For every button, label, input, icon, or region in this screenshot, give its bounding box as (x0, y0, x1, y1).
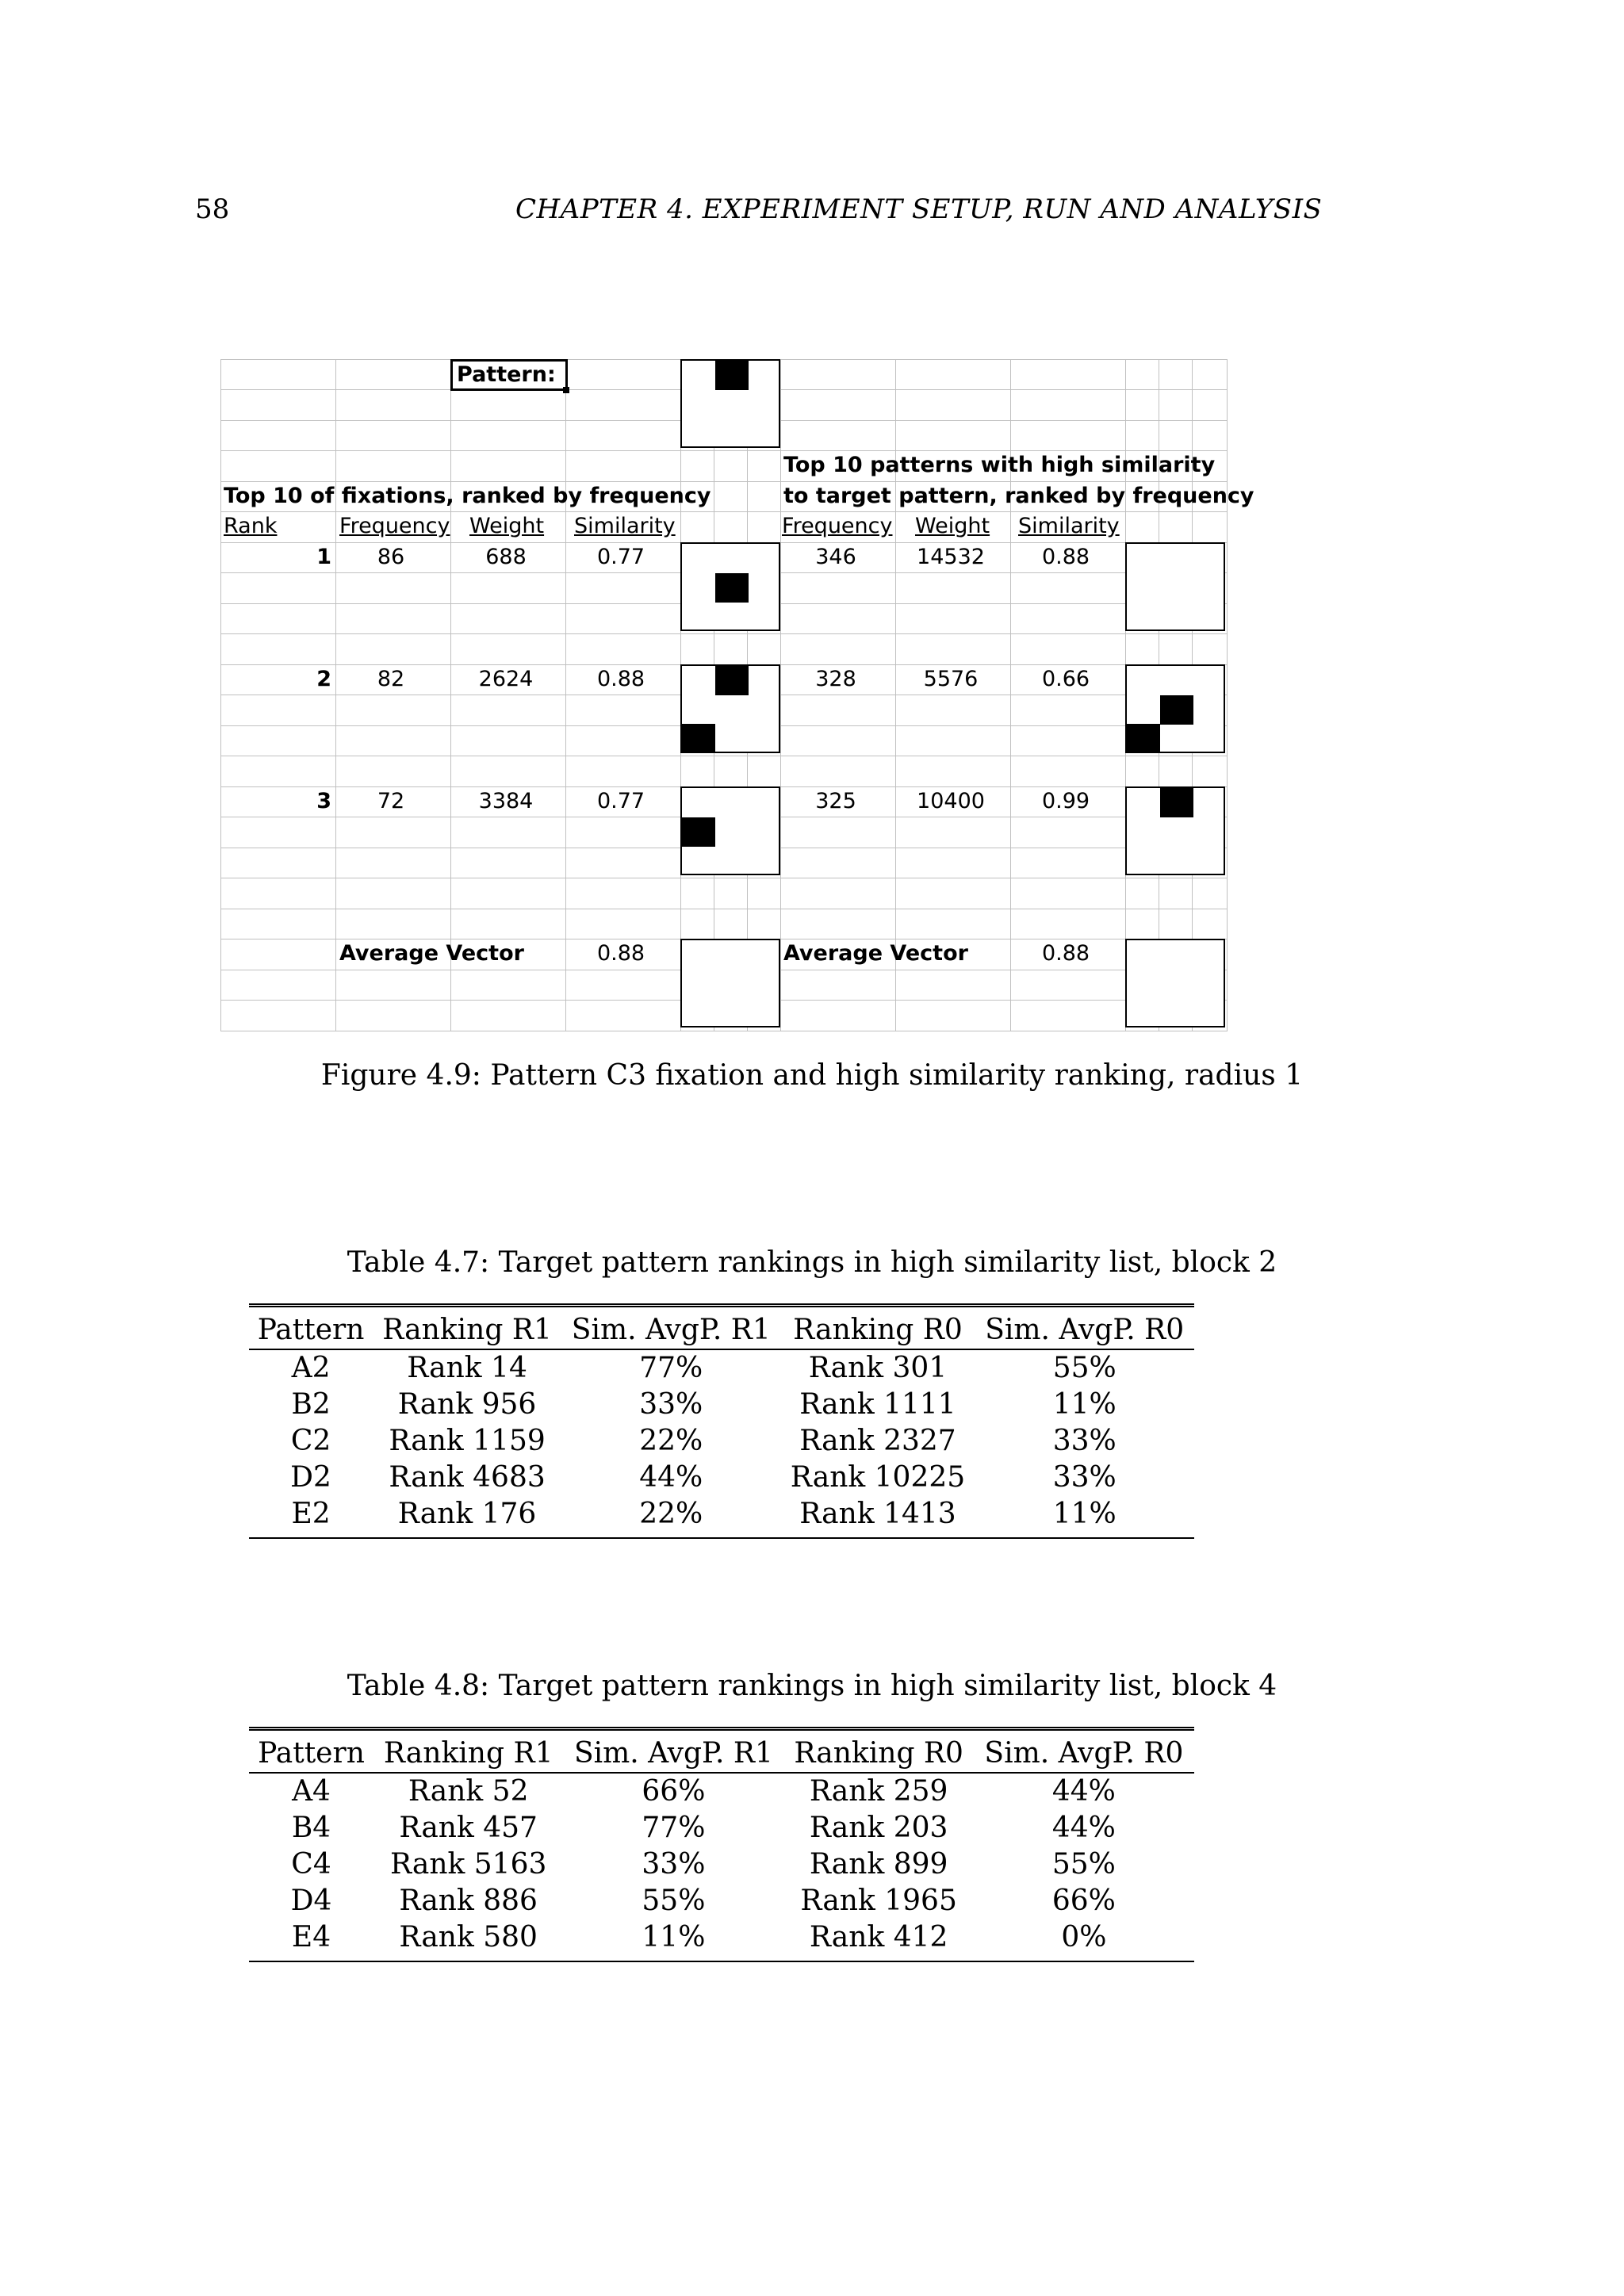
table-cell: 55% (642, 1885, 706, 1917)
table-row (249, 1919, 1194, 1961)
table-cell: 11% (1052, 1388, 1116, 1421)
col-header: Pattern (249, 1306, 373, 1350)
row1-similar-box (1125, 542, 1225, 631)
table-cell: 44% (1051, 1775, 1116, 1808)
table-cell: 44% (639, 1461, 703, 1494)
table-row (249, 1423, 1194, 1460)
table-cell: 11% (975, 1496, 1194, 1538)
page-number: 58 (195, 193, 230, 225)
table-cell: Rank 5163 (389, 1848, 547, 1881)
table-cell: Rank 259 (809, 1775, 948, 1808)
row3-right-weight: 10400 (917, 789, 985, 813)
pattern-cell-filled (682, 724, 715, 753)
table-cell: B4 (291, 1812, 331, 1844)
table-cell: 44% (1051, 1812, 1116, 1844)
table-row (249, 1773, 1194, 1810)
pattern-cell-filled (1160, 788, 1193, 817)
table-cell: Rank 580 (373, 1919, 563, 1961)
pattern-cell-filled (682, 817, 715, 847)
right-average-value: 0.88 (1041, 941, 1090, 966)
row2-fixation-box (680, 664, 780, 753)
table-cell: Rank 52 (408, 1775, 529, 1808)
pattern-cell-filled (1127, 724, 1160, 753)
header-right-similarity: Similarity (1018, 514, 1120, 538)
row2-similar-box (1125, 664, 1225, 753)
pattern-label: Pattern: (457, 362, 556, 387)
table-cell: B2 (291, 1388, 331, 1421)
right-average-label: Average Vector (783, 941, 968, 966)
row2-rank: 2 (316, 667, 331, 691)
table-cell: Rank 176 (373, 1496, 561, 1538)
table-cell: 11% (563, 1919, 783, 1961)
table-cell: E4 (249, 1919, 373, 1961)
table-cell: Rank 1159 (389, 1425, 546, 1457)
pattern-cell-filled (715, 666, 749, 695)
table-cell: Rank 301 (808, 1352, 948, 1384)
table-cell: D4 (290, 1885, 332, 1917)
left-average-value: 0.88 (596, 941, 645, 966)
table-cell: Rank 10225 (790, 1461, 966, 1494)
table-row (249, 1810, 1194, 1846)
running-head: CHAPTER 4. EXPERIMENT SETUP, RUN AND ANALYSIS (515, 193, 1323, 225)
pattern-cell-filled (715, 573, 749, 603)
table-cell: Rank 1111 (799, 1388, 956, 1421)
table-cell: 55% (1051, 1848, 1116, 1881)
left-average-box (680, 939, 780, 1027)
table-cell: 33% (642, 1848, 706, 1881)
row3-similar-box (1125, 786, 1225, 875)
table-4-7 (249, 1303, 1194, 1539)
table-4-8-caption: Table 4.8: Target pattern rankings in high similarity list, block 4 (347, 1670, 1277, 1702)
row2-similarity: 0.88 (596, 667, 645, 691)
table-cell: Rank 2327 (799, 1425, 956, 1457)
table-cell: E2 (249, 1496, 373, 1538)
table-cell: 33% (1052, 1461, 1116, 1494)
row3-fixation-box (680, 786, 780, 875)
fill-handle[interactable] (563, 387, 569, 393)
row2-right-weight: 5576 (923, 667, 979, 691)
col-header: Sim. AvgP. R0 (975, 1306, 1194, 1350)
row3-rank: 3 (316, 789, 331, 813)
table-cell: 33% (639, 1388, 703, 1421)
table-cell: C4 (291, 1848, 331, 1881)
left-title: Top 10 of fixations, ranked by frequency (224, 484, 711, 508)
table-row (249, 1460, 1194, 1496)
table-cell: 66% (642, 1775, 706, 1808)
table-cell: Rank 1965 (800, 1885, 957, 1917)
row2-frequency: 82 (377, 667, 405, 691)
table-cell: Rank 457 (399, 1812, 538, 1844)
table-row (249, 1883, 1194, 1919)
table-cell: A2 (291, 1352, 331, 1384)
right-average-box (1125, 939, 1225, 1027)
table-cell: 33% (1052, 1425, 1116, 1457)
col-header: Pattern (249, 1729, 373, 1774)
row1-weight: 688 (485, 545, 527, 569)
header-weight: Weight (469, 514, 545, 538)
table-cell: Rank 412 (784, 1919, 974, 1961)
row3-right-similarity: 0.99 (1041, 789, 1090, 813)
spreadsheet-figure (220, 359, 1254, 1031)
col-header: Ranking R1 (373, 1306, 561, 1350)
row2-weight: 2624 (478, 667, 534, 691)
table-cell: 77% (639, 1352, 703, 1384)
header-frequency: Frequency (339, 514, 450, 538)
row1-right-similarity: 0.88 (1041, 545, 1090, 569)
pattern-cell-filled (715, 361, 749, 390)
table-row (249, 1496, 1194, 1538)
table-cell: Rank 203 (809, 1812, 948, 1844)
row3-right-frequency: 325 (815, 789, 856, 813)
table-cell: 55% (1052, 1352, 1116, 1384)
row3-frequency: 72 (377, 789, 405, 813)
row1-similarity: 0.77 (596, 545, 645, 569)
col-header: Ranking R1 (373, 1729, 563, 1774)
table-cell: 22% (639, 1425, 703, 1457)
col-header: Sim. AvgP. R0 (974, 1729, 1194, 1774)
col-header: Ranking R0 (781, 1306, 975, 1350)
table-cell: C2 (290, 1425, 331, 1457)
row2-right-frequency: 328 (815, 667, 856, 691)
row2-right-similarity: 0.66 (1041, 667, 1090, 691)
header-right-weight: Weight (915, 514, 990, 538)
row1-frequency: 86 (377, 545, 405, 569)
header-rank: Rank (224, 514, 278, 538)
right-title-line2: to target pattern, ranked by frequency (783, 484, 1254, 508)
table-cell: Rank 1413 (781, 1496, 975, 1538)
table-cell: D2 (290, 1461, 331, 1494)
table-cell: A4 (292, 1775, 331, 1808)
row3-similarity: 0.77 (596, 789, 645, 813)
col-header: Sim. AvgP. R1 (563, 1729, 783, 1774)
header-similarity: Similarity (574, 514, 676, 538)
row1-fixation-box (680, 542, 780, 631)
row1-rank: 1 (316, 545, 331, 569)
table-row (249, 1387, 1194, 1423)
table-cell: Rank 4683 (389, 1461, 546, 1494)
pattern-cell-filled (1160, 695, 1193, 725)
table-cell: 77% (642, 1812, 706, 1844)
table-cell: 0% (974, 1919, 1194, 1961)
table-cell: 66% (1051, 1885, 1116, 1917)
table-cell: Rank 899 (809, 1848, 948, 1881)
page-header (195, 193, 1428, 228)
col-header: Ranking R0 (784, 1729, 974, 1774)
row3-weight: 3384 (478, 789, 534, 813)
table-cell: Rank 14 (407, 1352, 527, 1384)
left-average-label: Average Vector (339, 941, 524, 966)
table-cell: 22% (561, 1496, 781, 1538)
row1-right-weight: 14532 (917, 545, 985, 569)
row1-right-frequency: 346 (815, 545, 856, 569)
table-row (249, 1846, 1194, 1883)
table-4-8 (249, 1727, 1194, 1962)
right-title-line1: Top 10 patterns with high similarity (783, 453, 1216, 477)
header-right-frequency: Frequency (782, 514, 893, 538)
table-cell: Rank 956 (397, 1388, 537, 1421)
figure-caption: Figure 4.9: Pattern C3 fixation and high similarity ranking, radius 1 (320, 1059, 1304, 1092)
table-4-7-caption: Table 4.7: Target pattern rankings in high similarity list, block 2 (347, 1246, 1277, 1279)
target-pattern-box (680, 359, 780, 448)
col-header: Sim. AvgP. R1 (561, 1306, 781, 1350)
table-cell: Rank 886 (399, 1885, 538, 1917)
table-row (249, 1349, 1194, 1387)
